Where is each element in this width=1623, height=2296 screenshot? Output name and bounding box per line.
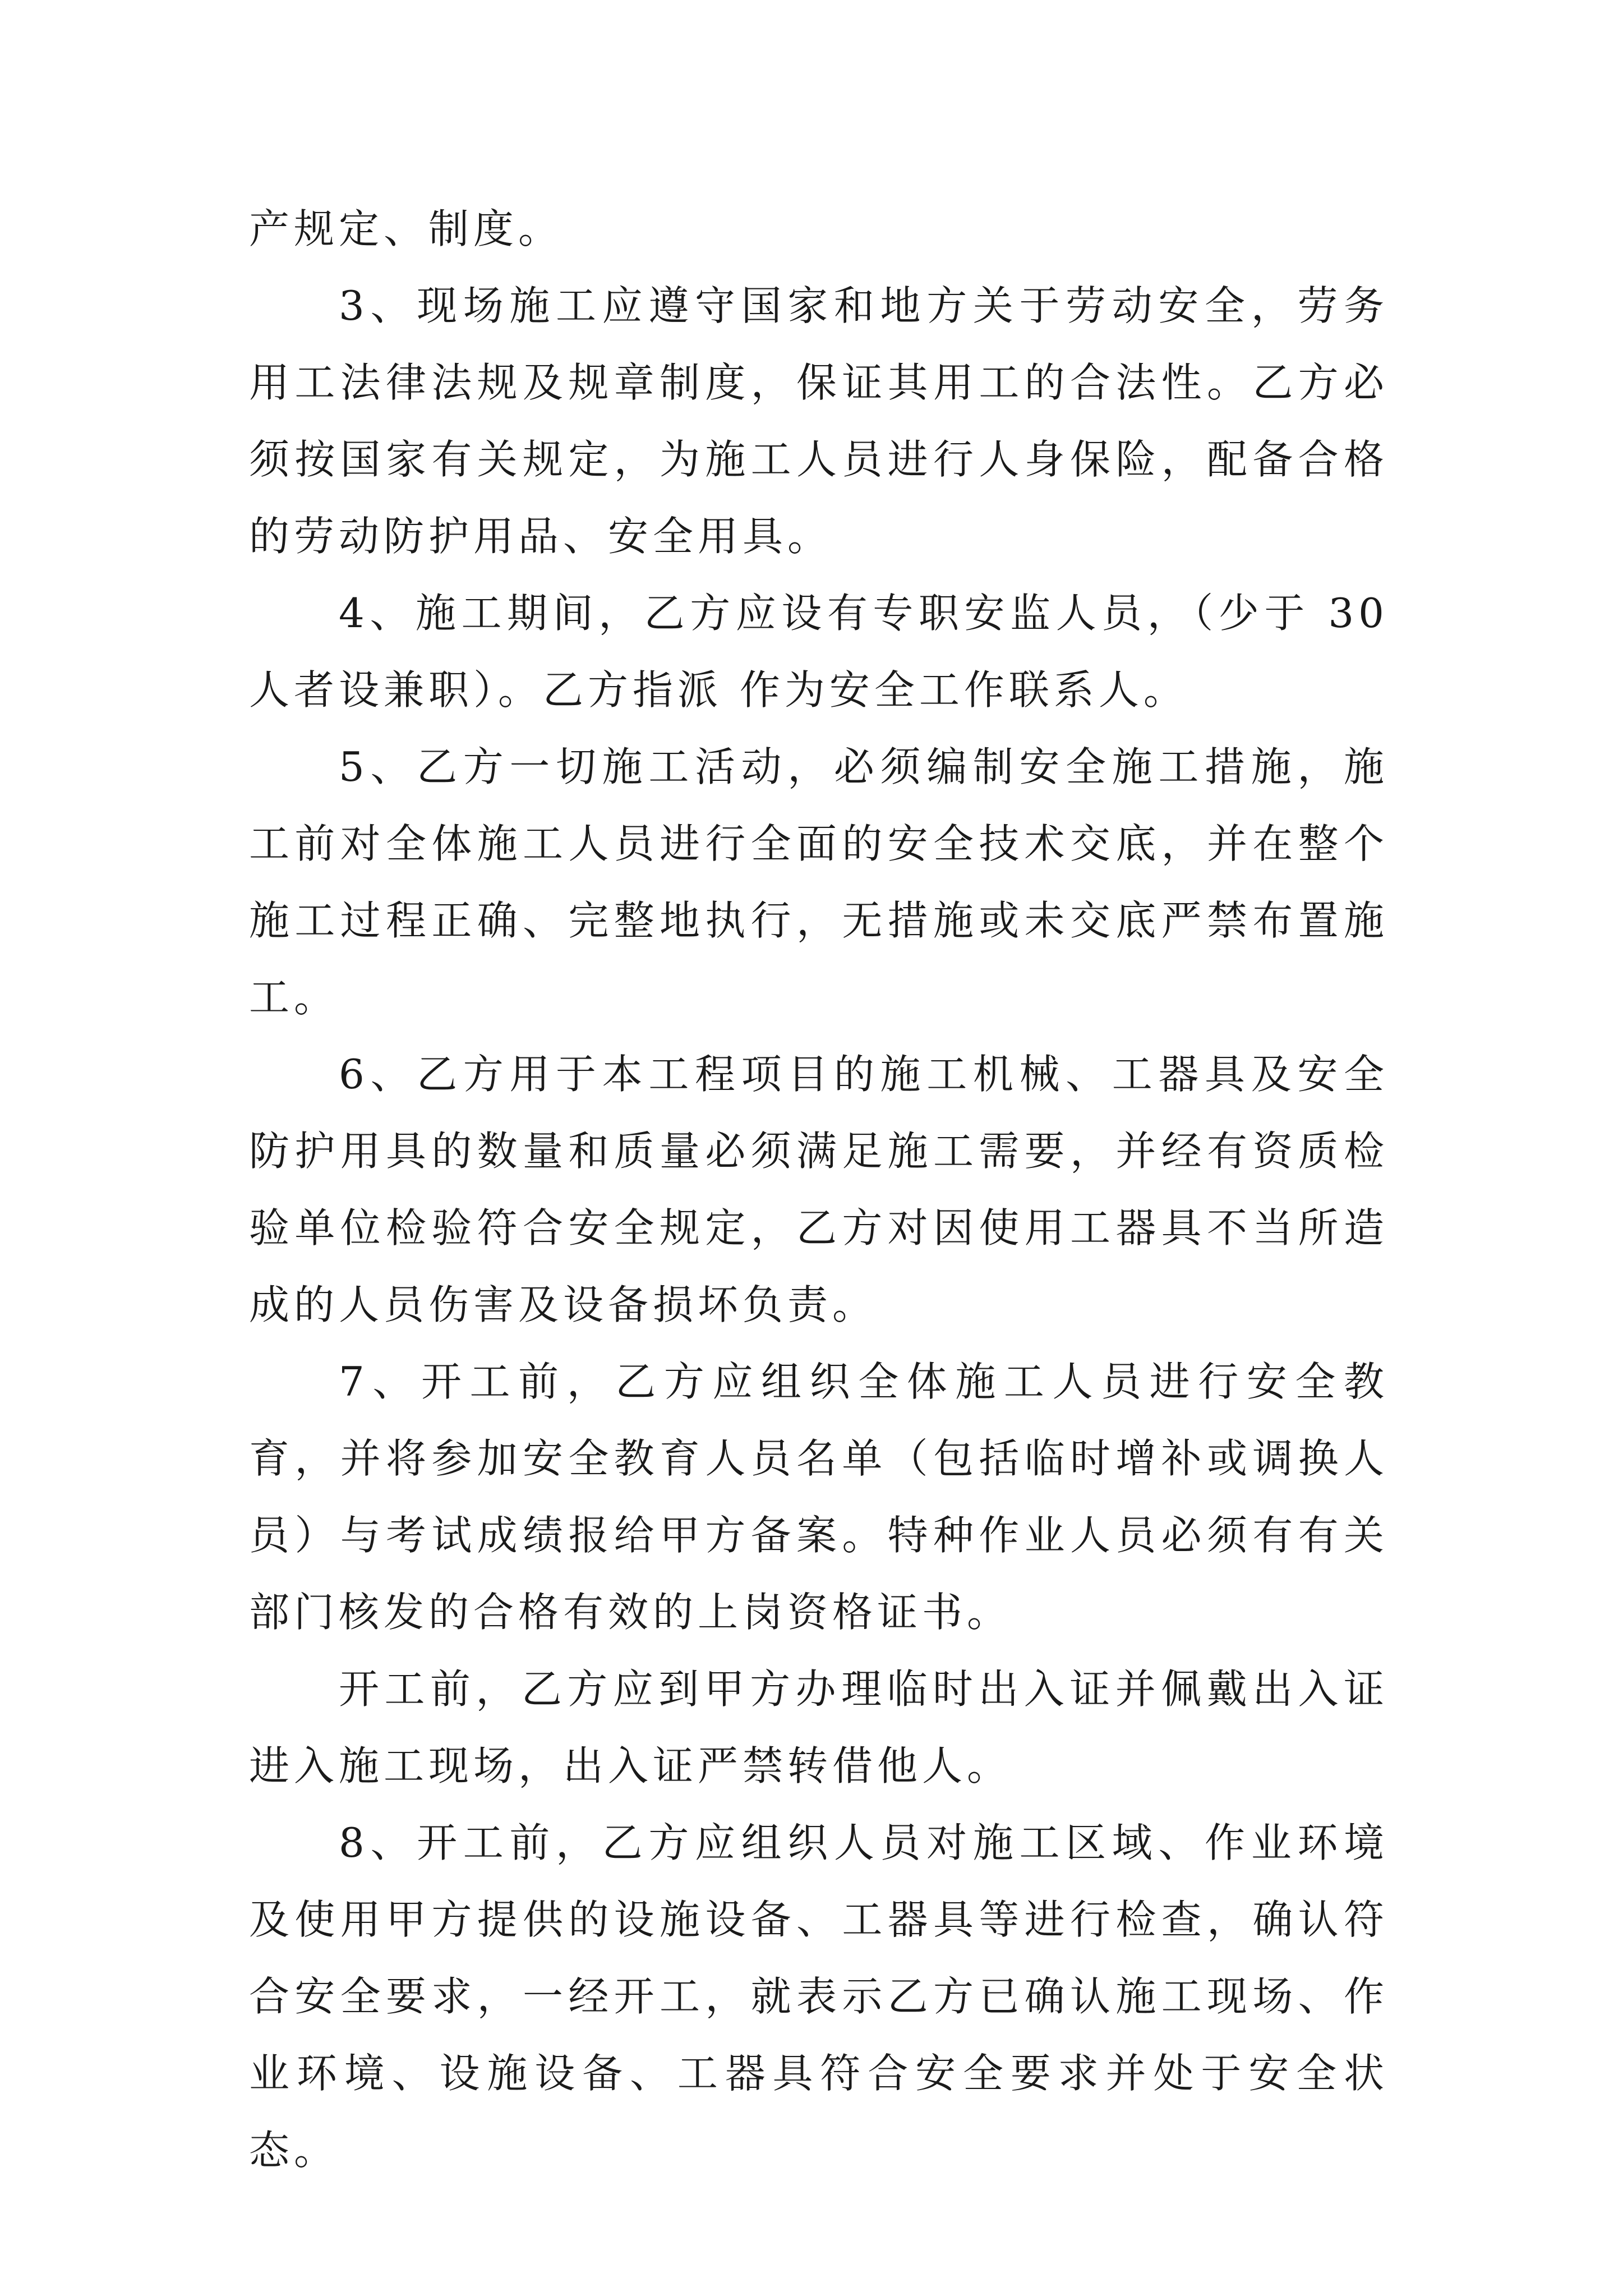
paragraph-clause-6: 6、乙方用于本工程项目的施工机械、工器具及安全防护用具的数量和质量必须满足施工需要，并经有资质检验单位检验符合安全规定，乙方对因使用工器具不当所造成的人员伤害及设备损坏负责。	[249, 1051, 1389, 1328]
paragraph-clause-8: 8、开工前，乙方应组织人员对施工区域、作业环境及使用甲方提供的设施设备、工器具等进行检查，确认符合安全要求，一经开工，就表示乙方已确认施工现场、作业环境、设施设备、工器具符合安全要求并处于安全状态。	[249, 1819, 1389, 2174]
paragraph-clause-5: 5、乙方一切施工活动，必须编制安全施工措施，施工前对全体施工人员进行全面的安全技术交底，并在整个施工过程正确、完整地执行，无措施或未交底严禁布置施工。	[249, 743, 1389, 1021]
document-body	[249, 191, 1389, 2189]
paragraph-continued: 产规定、制度。	[249, 205, 564, 252]
paragraph-clause-7-pass: 开工前，乙方应到甲方办理临时出入证并佩戴出入证进入施工现场，出入证严禁转借他人。	[249, 1665, 1389, 1789]
paragraph-clause-3: 3、现场施工应遵守国家和地方关于劳动安全，劳务用工法律法规及规章制度，保证其用工的合法性。乙方必须按国家有关规定，为施工人员进行人身保险，配备合格的劳动防护用品、安全用具。	[249, 282, 1389, 560]
paragraph-clause-4: 4、施工期间，乙方应设有专职安监人员，（少于 30 人者设兼职）。乙方指派 作为安全工作联系人。	[249, 590, 1389, 714]
paragraph-clause-7: 7、开工前，乙方应组织全体施工人员进行安全教育，并将参加安全教育人员名单（包括临时增补或调换人员）与考试成绩报给甲方备案。特种作业人员必须有有关部门核发的合格有效的上岗资格证书。	[249, 1358, 1389, 1636]
